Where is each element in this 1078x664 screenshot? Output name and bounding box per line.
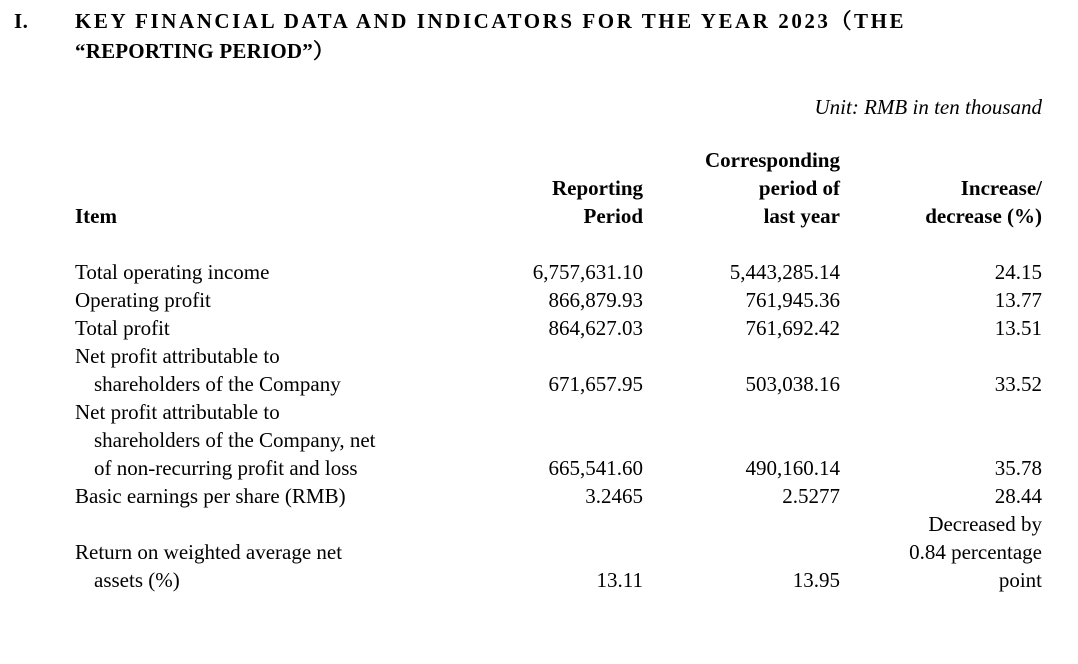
table-row: [0, 566, 1078, 594]
row-last-year: 13.95: [792, 568, 840, 592]
table-row-continuation: [0, 342, 1078, 370]
section-title: [75, 6, 1042, 66]
row-last-year: 2.5277: [782, 484, 840, 508]
row-change: 33.52: [994, 372, 1042, 396]
row-label-line: Return on weighted average net: [75, 540, 343, 564]
row-last-year: 761,692.42: [745, 316, 840, 340]
header-corresponding-line-1: Corresponding: [705, 148, 840, 172]
table-header-row-2: [0, 174, 1078, 202]
header-increase-decrease-line-1: Increase/: [960, 176, 1042, 200]
row-reporting-period: 866,879.93: [548, 288, 643, 312]
row-reporting-period: 665,541.60: [548, 456, 643, 480]
row-last-year: 503,038.16: [745, 372, 840, 396]
row-reporting-period: 671,657.95: [548, 372, 643, 396]
row-change: 35.78: [994, 456, 1042, 480]
section-heading: [0, 6, 1078, 68]
table-row: [0, 454, 1078, 482]
row-last-year: 5,443,285.14: [729, 260, 840, 284]
table-header-row-3: [0, 202, 1078, 230]
row-change: 24.15: [994, 260, 1042, 284]
table-row-continuation: [0, 510, 1078, 538]
table-row: [0, 314, 1078, 342]
table-row: [0, 258, 1078, 286]
table-row-continuation: [0, 538, 1078, 566]
row-change: 13.51: [994, 316, 1042, 340]
row-reporting-period: 13.11: [596, 568, 643, 592]
row-label: Operating profit: [75, 288, 211, 312]
header-reporting-period-line-1: Reporting: [552, 176, 643, 200]
table-header-row-1: [0, 146, 1078, 174]
row-change-line: point: [998, 568, 1042, 592]
row-change-line: 0.84 percentage: [909, 540, 1042, 564]
section-number: I.: [14, 9, 29, 33]
row-change-line: Decreased by: [928, 512, 1042, 536]
header-body-spacer: [0, 230, 1078, 258]
table-row: [0, 286, 1078, 314]
row-reporting-period: 3.2465: [585, 484, 643, 508]
table-row: [0, 370, 1078, 398]
header-corresponding-line-2: period of: [758, 176, 840, 200]
row-reporting-period: 6,757,631.10: [532, 260, 643, 284]
row-change: 13.77: [994, 288, 1042, 312]
row-reporting-period: 864,627.03: [548, 316, 643, 340]
section-title-line-2: “REPORTING PERIOD”）: [75, 39, 335, 63]
row-label-line: Net profit attributable to: [75, 400, 280, 424]
section-title-line-1: KEY FINANCIAL DATA AND INDICATORS FOR THE YEAR 2023（THE: [75, 9, 907, 33]
row-last-year: 761,945.36: [745, 288, 840, 312]
row-last-year: 490,160.14: [745, 456, 840, 480]
row-label-line: shareholders of the Company: [94, 372, 341, 396]
unit-note: Unit: RMB in ten thousand: [814, 95, 1042, 119]
header-increase-decrease-line-2: decrease (%): [925, 204, 1042, 228]
header-corresponding-line-3: last year: [763, 204, 840, 228]
header-item: Item: [75, 204, 117, 228]
row-label-line: Net profit attributable to: [75, 344, 280, 368]
financial-data-table: [0, 146, 1078, 594]
table-row-continuation: [0, 398, 1078, 426]
row-change: 28.44: [994, 484, 1042, 508]
row-label: Basic earnings per share (RMB): [75, 484, 346, 508]
row-label-line: of non-recurring profit and loss: [94, 456, 358, 480]
row-label-line: shareholders of the Company, net: [94, 428, 376, 452]
table-row-continuation: [0, 426, 1078, 454]
table-row: [0, 482, 1078, 510]
row-label-line: assets (%): [94, 568, 180, 592]
header-reporting-period-line-2: Period: [583, 204, 643, 228]
row-label: Total profit: [75, 316, 170, 340]
row-label: Total operating income: [75, 260, 270, 284]
